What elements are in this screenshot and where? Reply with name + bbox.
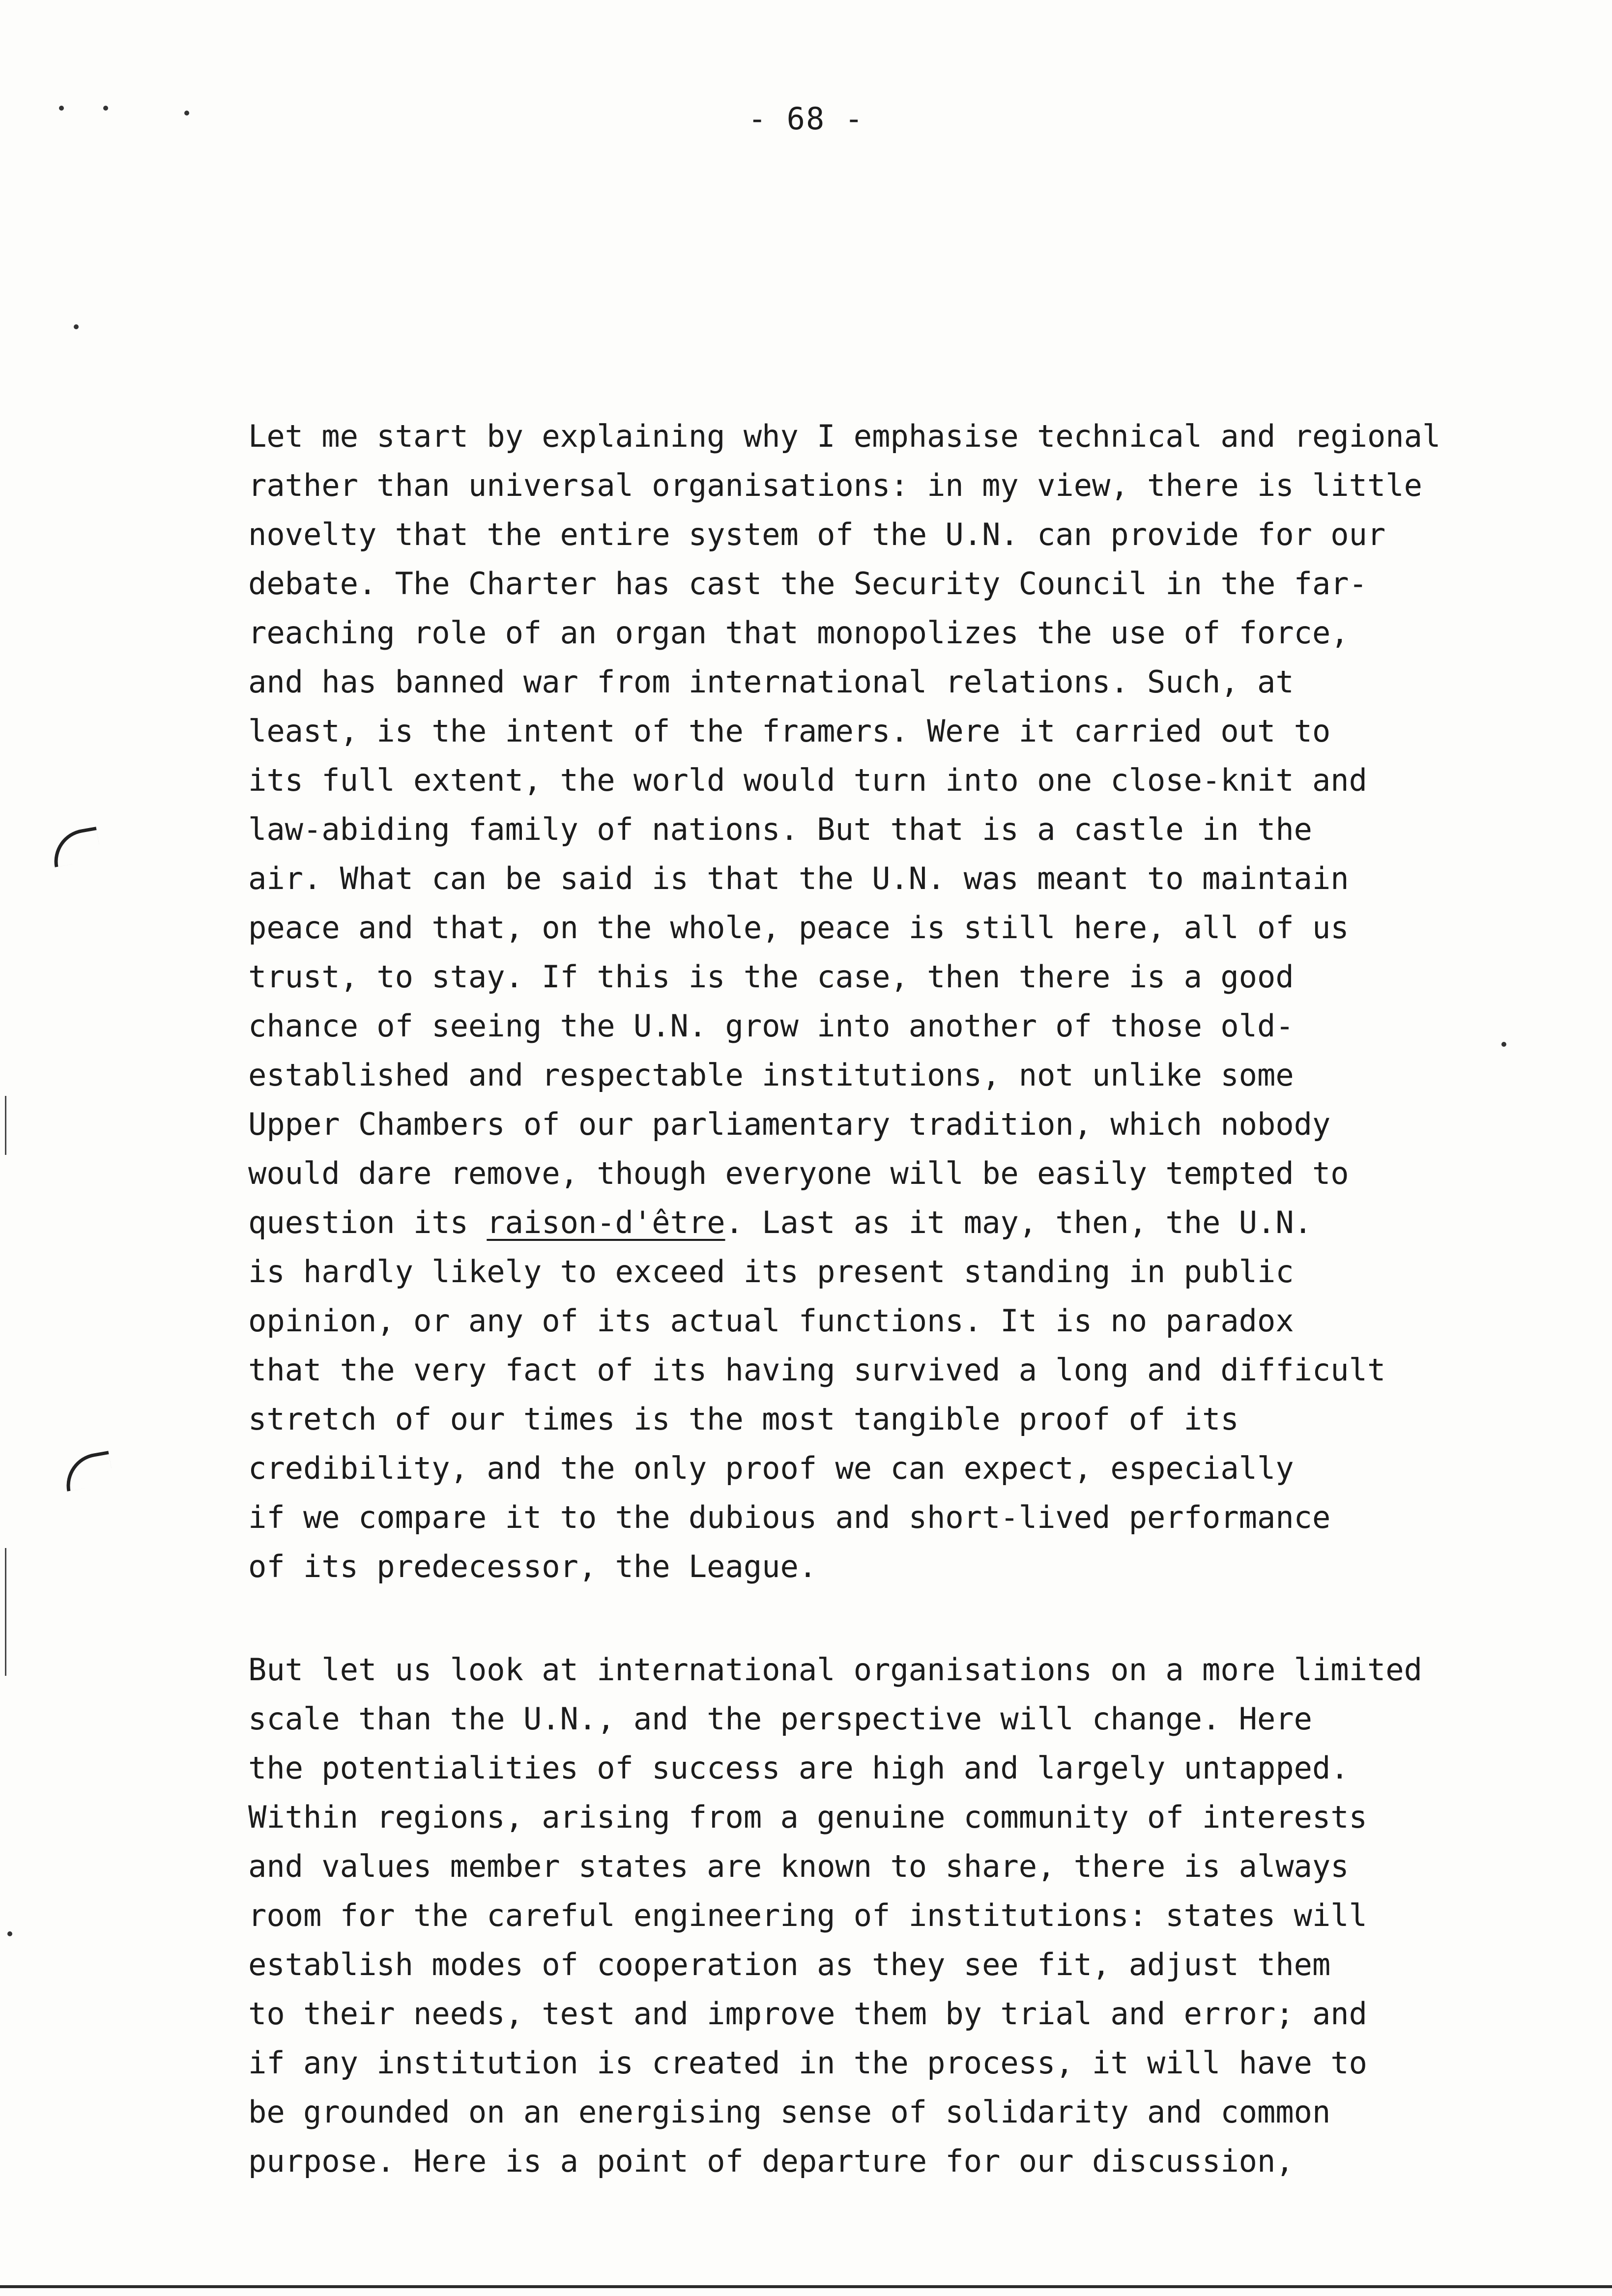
text-line: scale than the U.N., and the perspective will change. Here bbox=[248, 1701, 1312, 1737]
scan-edge-mark bbox=[5, 1096, 6, 1155]
scan-speck bbox=[103, 106, 108, 111]
text-line: if any institution is created in the process, it will have to bbox=[248, 2045, 1367, 2081]
text-line bbox=[248, 1198, 1526, 1247]
text-line: peace and that, on the whole, peace is still here, all of us bbox=[248, 910, 1349, 946]
text-line: and has banned war from international relations. Such, at bbox=[248, 664, 1294, 700]
text-line: novelty that the entire system of the U.N. can provide for our bbox=[248, 517, 1386, 552]
text-line: law-abiding family of nations. But that is a castle in the bbox=[248, 811, 1312, 847]
text-line: But let us look at international organisations on a more limited bbox=[248, 1652, 1422, 1688]
text-line: room for the careful engineering of institutions: states will bbox=[248, 1897, 1367, 1933]
text-line: opinion, or any of its actual functions. It is no paradox bbox=[248, 1303, 1294, 1339]
text-line: Upper Chambers of our parliamentary tradition, which nobody bbox=[248, 1106, 1331, 1142]
text-line: Let me start by explaining why I emphasise technical and regional bbox=[248, 418, 1441, 454]
text-line: of its predecessor, the League. bbox=[248, 1549, 817, 1584]
paragraph-2 bbox=[248, 1645, 1526, 2186]
text-line: is hardly likely to exceed its present standing in public bbox=[248, 1254, 1294, 1290]
text-line: trust, to stay. If this is the case, then there is a good bbox=[248, 959, 1294, 995]
text-line: the potentialities of success are high and largely untapped. bbox=[248, 1750, 1349, 1786]
text-line: establish modes of cooperation as they see fit, adjust them bbox=[248, 1947, 1331, 1982]
text-line: if we compare it to the dubious and short-lived performance bbox=[248, 1499, 1331, 1535]
scan-speck bbox=[7, 1931, 12, 1936]
page-number: - 68 - bbox=[748, 101, 864, 137]
text-line: reaching role of an organ that monopolizes the use of force, bbox=[248, 615, 1349, 651]
text-line: its full extent, the world would turn into one close-knit and bbox=[248, 762, 1367, 798]
text-line: that the very fact of its having survived a long and difficult bbox=[248, 1352, 1386, 1388]
text-line: and values member states are known to share, there is always bbox=[248, 1848, 1349, 1884]
scan-edge-mark bbox=[5, 1548, 6, 1676]
text-line: air. What can be said is that the U.N. was meant to maintain bbox=[248, 861, 1349, 896]
text-line: be grounded on an energising sense of solidarity and common bbox=[248, 2094, 1331, 2130]
text-line: debate. The Charter has cast the Security Council in the far- bbox=[248, 566, 1367, 602]
scan-speck bbox=[59, 106, 64, 111]
text-line: Within regions, arising from a genuine community of interests bbox=[248, 1799, 1367, 1835]
scan-speck bbox=[184, 111, 189, 115]
punch-hole-mark bbox=[61, 1451, 114, 1492]
scan-speck bbox=[1501, 1042, 1506, 1047]
text-line: least, is the intent of the framers. Were it carried out to bbox=[248, 713, 1331, 749]
punch-hole-mark bbox=[49, 827, 102, 867]
text-line: to their needs, test and improve them by trial and error; and bbox=[248, 1996, 1367, 2032]
text-line: credibility, and the only proof we can expect, especially bbox=[248, 1450, 1294, 1486]
paragraph-1 bbox=[248, 412, 1526, 1591]
text-line: chance of seeing the U.N. grow into another of those old- bbox=[248, 1008, 1294, 1044]
text-line: stretch of our times is the most tangible proof of its bbox=[248, 1401, 1239, 1437]
text-line: purpose. Here is a point of departure for our discussion, bbox=[248, 2143, 1294, 2179]
scan-speck bbox=[74, 324, 79, 329]
underlined-term: raison-d'être bbox=[487, 1205, 725, 1240]
text-fragment: . Last as it may, then, the U.N. bbox=[725, 1205, 1312, 1240]
text-line: established and respectable institutions, not unlike some bbox=[248, 1057, 1294, 1093]
text-line: rather than universal organisations: in my view, there is little bbox=[248, 467, 1422, 503]
text-line: would dare remove, though everyone will be easily tempted to bbox=[248, 1155, 1349, 1191]
bottom-border bbox=[0, 2285, 1612, 2288]
text-fragment: question its bbox=[248, 1205, 487, 1240]
